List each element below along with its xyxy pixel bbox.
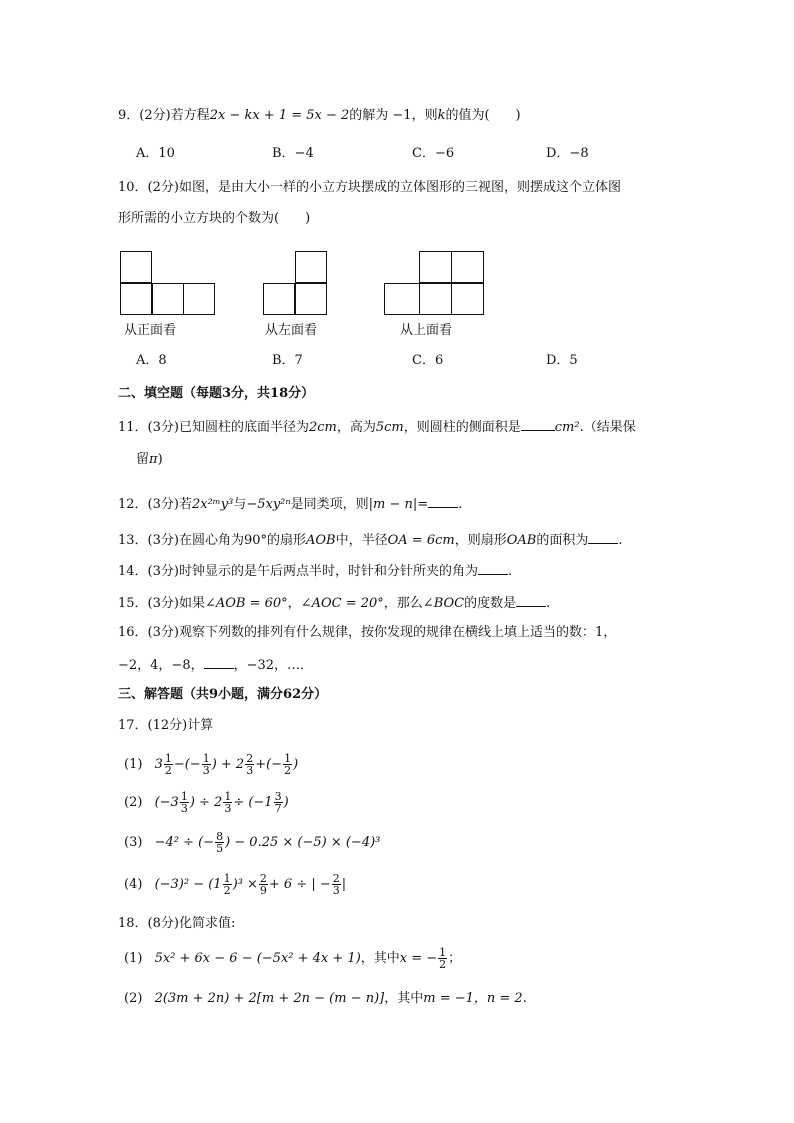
question-10-line1: 10．(2分)如图，是由大小一样的小立方块摆成的立体图形的三视图，则摆成这个立体图 [118,180,621,195]
answer-blank[interactable] [588,530,618,544]
answer-blank[interactable] [428,494,458,508]
question-17-title: 17．(12分)计算 [118,718,214,733]
q9-option-d: D．−8 [546,146,589,161]
q17-part-3: (3) −4² ÷ (− $\frac{8}{5}$ ) − 0.25 × (−5) × (−4)³ [124,830,381,855]
answer-blank[interactable] [521,417,555,431]
question-15: 15．(3分)如果∠AOB = 60°，∠AOC = 20°，那么∠BOC的度数是 . [118,593,550,613]
left-view [263,251,329,316]
question-14: 14．(3分)时钟显示的是午后两点半时，时针和分针所夹的角为 . [118,561,512,581]
answer-blank[interactable] [204,655,234,669]
q9-option-a: A．10 [136,146,175,161]
equation: 2x − kx + 1 = 5x − 2 [209,108,350,123]
section-2-heading: 二、填空题（每题3分，共18分） [118,386,315,401]
left-view-label: 从左面看 [265,323,318,338]
front-view-label: 从正面看 [124,323,177,338]
top-view [384,251,486,316]
q9-option-b: B．−4 [272,146,314,161]
q10-option-c: C．6 [412,353,444,368]
q10-option-a: A．8 [136,353,167,368]
question-11-line2: 留π) [136,452,163,467]
q17-part-4: (4) (−3)² − (1 $\frac{1}{2}$ )³ × $\frac{2}{9}$ + 6 ÷ | − $\frac{2}{3}$ | [124,872,347,897]
section-3-heading: 三、解答题（共9小题，满分62分） [118,687,328,702]
question-16-line1: 16．(3分)观察下列数的排列有什么规律，按你发现的规律在横线上填上适当的数：1， [118,625,617,640]
answer-blank[interactable] [516,593,546,607]
question-9: 9．(2分)若方程2x − kx + 1 = 5x − 2的解为 −1，则k的值为( ) [118,108,521,123]
question-13: 13．(3分)在圆心角为90°的扇形AOB中，半径OA = 6cm，则扇形OAB的面积为 . [118,530,623,550]
question-12: 12．(3分)若2x²ᵐy³与−5xy²ⁿ是同类项，则|m − n|= . [118,494,462,514]
q10-option-d: D．5 [546,353,578,368]
question-11: 11．(3分)已知圆柱的底面半径为2cm，高为5cm，则圆柱的侧面积是 cm².（结果保 [118,417,636,437]
top-view-label: 从上面看 [400,323,453,338]
question-16-line2: −2，4，−8， ，−32，…． [118,655,313,675]
q17-part-1: (1) 3 $\frac{1}{2}$ −(− $\frac{1}{3}$ ) + 2 $\frac{2}{3}$ +(− $\frac{1}{2}$ ) [124,752,299,777]
q17-part-2: (2) (−3 $\frac{1}{3}$ ) ÷ 2 $\frac{1}{3}$ ÷ (−1 $\frac{3}{7}$ ) [124,790,289,815]
q18-part-2: (2) 2(3m + 2n) + 2[m + 2n − (m − n)]，其中m = −1，n = 2. [124,991,527,1006]
q10-option-b: B．7 [272,353,303,368]
q9-option-c: C．−6 [412,146,455,161]
question-10-line2: 形所需的小立方块的个数为( ) [118,211,311,226]
answer-blank[interactable] [478,561,508,575]
front-view [120,251,216,316]
question-18-title: 18．(8分)化简求值: [118,916,236,931]
q18-part-1: (1) 5x² + 6x − 6 − (−5x² + 4x + 1)，其中x = − $\frac{1}{2}$ ； [124,946,462,971]
